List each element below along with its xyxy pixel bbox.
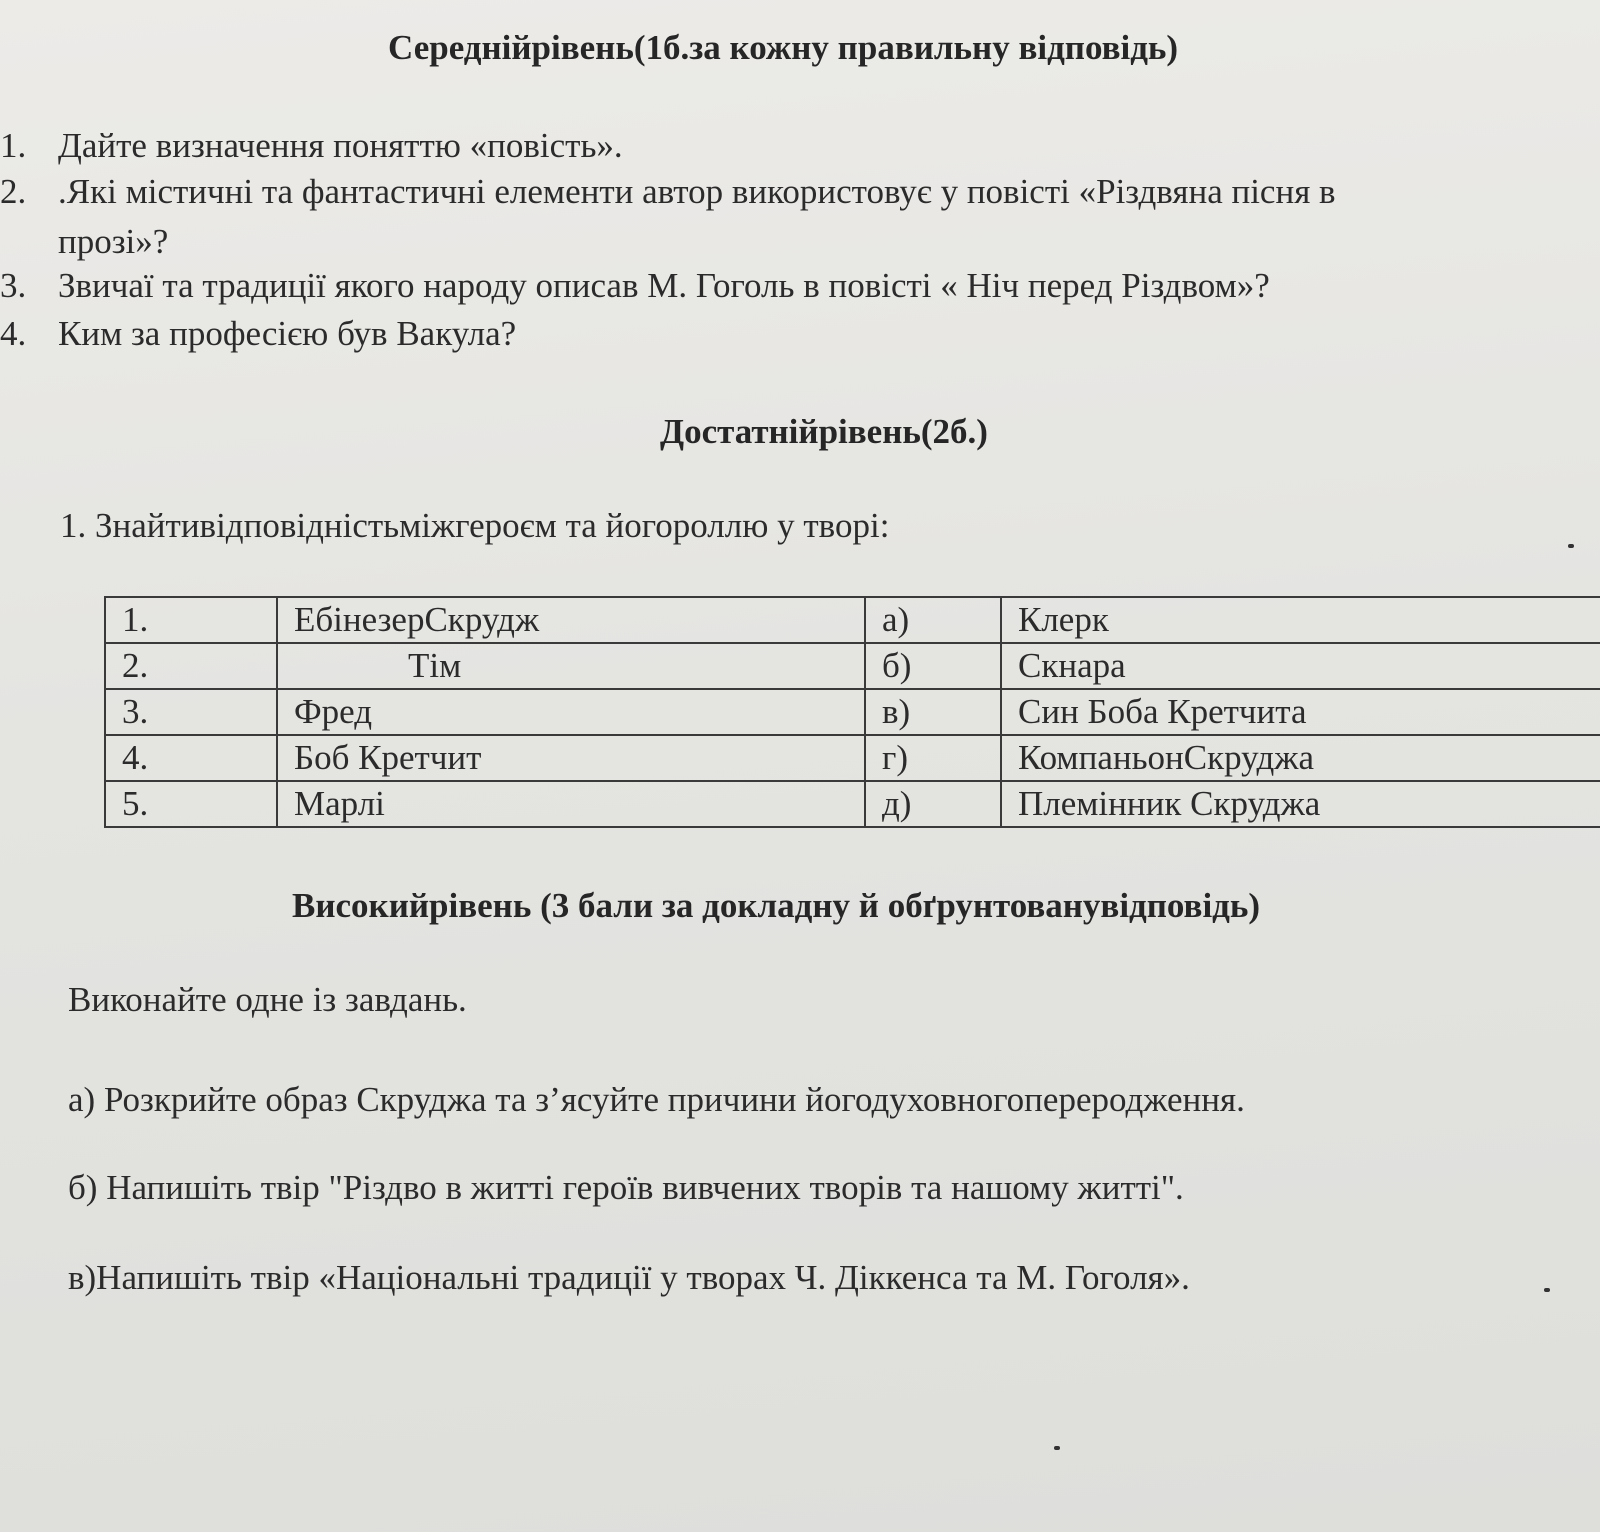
question-text: .Які містичні та фантастичні елементи автор використовує у повісті «Різдвяна пісня в bbox=[58, 172, 1336, 211]
row-number: 5. bbox=[105, 781, 277, 827]
character-name: Фред bbox=[277, 689, 865, 735]
print-speck bbox=[1054, 1446, 1060, 1450]
print-speck bbox=[1544, 1288, 1550, 1292]
question-number: 2. bbox=[0, 172, 27, 211]
section-middle-title: Середнійрівень(1б.за кожну правильну відповідь) bbox=[388, 28, 1179, 67]
print-speck bbox=[1568, 544, 1574, 548]
high-instruction: Виконайте одне із завдань. bbox=[68, 980, 467, 1019]
character-name: ЕбінезерСкрудж bbox=[277, 597, 865, 643]
section-sufficient-title: Достатнійрівень(2б.) bbox=[660, 412, 988, 451]
role-name: КомпаньонСкруджа bbox=[1001, 735, 1600, 781]
question-text: Дайте визначення поняттю «повість». bbox=[58, 126, 623, 165]
question-2-continuation: прозі»? bbox=[58, 222, 169, 261]
row-number: 4. bbox=[105, 735, 277, 781]
table-row bbox=[105, 781, 1600, 827]
character-name: Боб Кретчит bbox=[277, 735, 865, 781]
section-high-title: Високийрівень (3 бали за докладну й обґрунтованувідповідь) bbox=[292, 886, 1261, 925]
table-row bbox=[105, 735, 1600, 781]
question-text: Звичаї та традиції якого народу описав М. Гоголь в повісті « Ніч перед Різдвом»? bbox=[58, 266, 1270, 305]
character-name: Марлі bbox=[277, 781, 865, 827]
question-number: 1. bbox=[0, 126, 27, 165]
table-row bbox=[105, 597, 1600, 643]
table-row bbox=[105, 643, 1600, 689]
question-3 bbox=[0, 266, 1270, 306]
row-number: 3. bbox=[105, 689, 277, 735]
role-letter: б) bbox=[865, 643, 1001, 689]
matching-task: 1. Знайтивідповідністьміжгероєм та йогороллю у творі: bbox=[60, 506, 890, 545]
row-number: 1. bbox=[105, 597, 277, 643]
question-number: 4. bbox=[0, 314, 27, 353]
high-task-c: в)Напишіть твір «Національні традиції у творах Ч. Діккенса та М. Гоголя». bbox=[68, 1258, 1190, 1297]
row-number: 2. bbox=[105, 643, 277, 689]
question-text: Ким за професією був Вакула? bbox=[58, 314, 517, 353]
question-2 bbox=[0, 172, 1336, 212]
matching-table bbox=[104, 596, 1600, 828]
role-letter: а) bbox=[865, 597, 1001, 643]
role-name: Скнара bbox=[1001, 643, 1600, 689]
question-4 bbox=[0, 314, 516, 354]
role-name: Син Боба Кретчита bbox=[1001, 689, 1600, 735]
role-name: Племінник Скруджа bbox=[1001, 781, 1600, 827]
high-task-a: а) Розкрийте образ Скруджа та з’ясуйте причини йогодуховногопереродження. bbox=[68, 1080, 1245, 1119]
role-letter: г) bbox=[865, 735, 1001, 781]
role-name: Клерк bbox=[1001, 597, 1600, 643]
table-row bbox=[105, 689, 1600, 735]
character-name: Тім bbox=[277, 643, 865, 689]
question-number: 3. bbox=[0, 266, 27, 305]
high-task-b: б) Напишіть твір "Різдво в житті героїв вивчених творів та нашому житті". bbox=[68, 1168, 1184, 1207]
role-letter: д) bbox=[865, 781, 1001, 827]
role-letter: в) bbox=[865, 689, 1001, 735]
question-1 bbox=[0, 126, 623, 166]
